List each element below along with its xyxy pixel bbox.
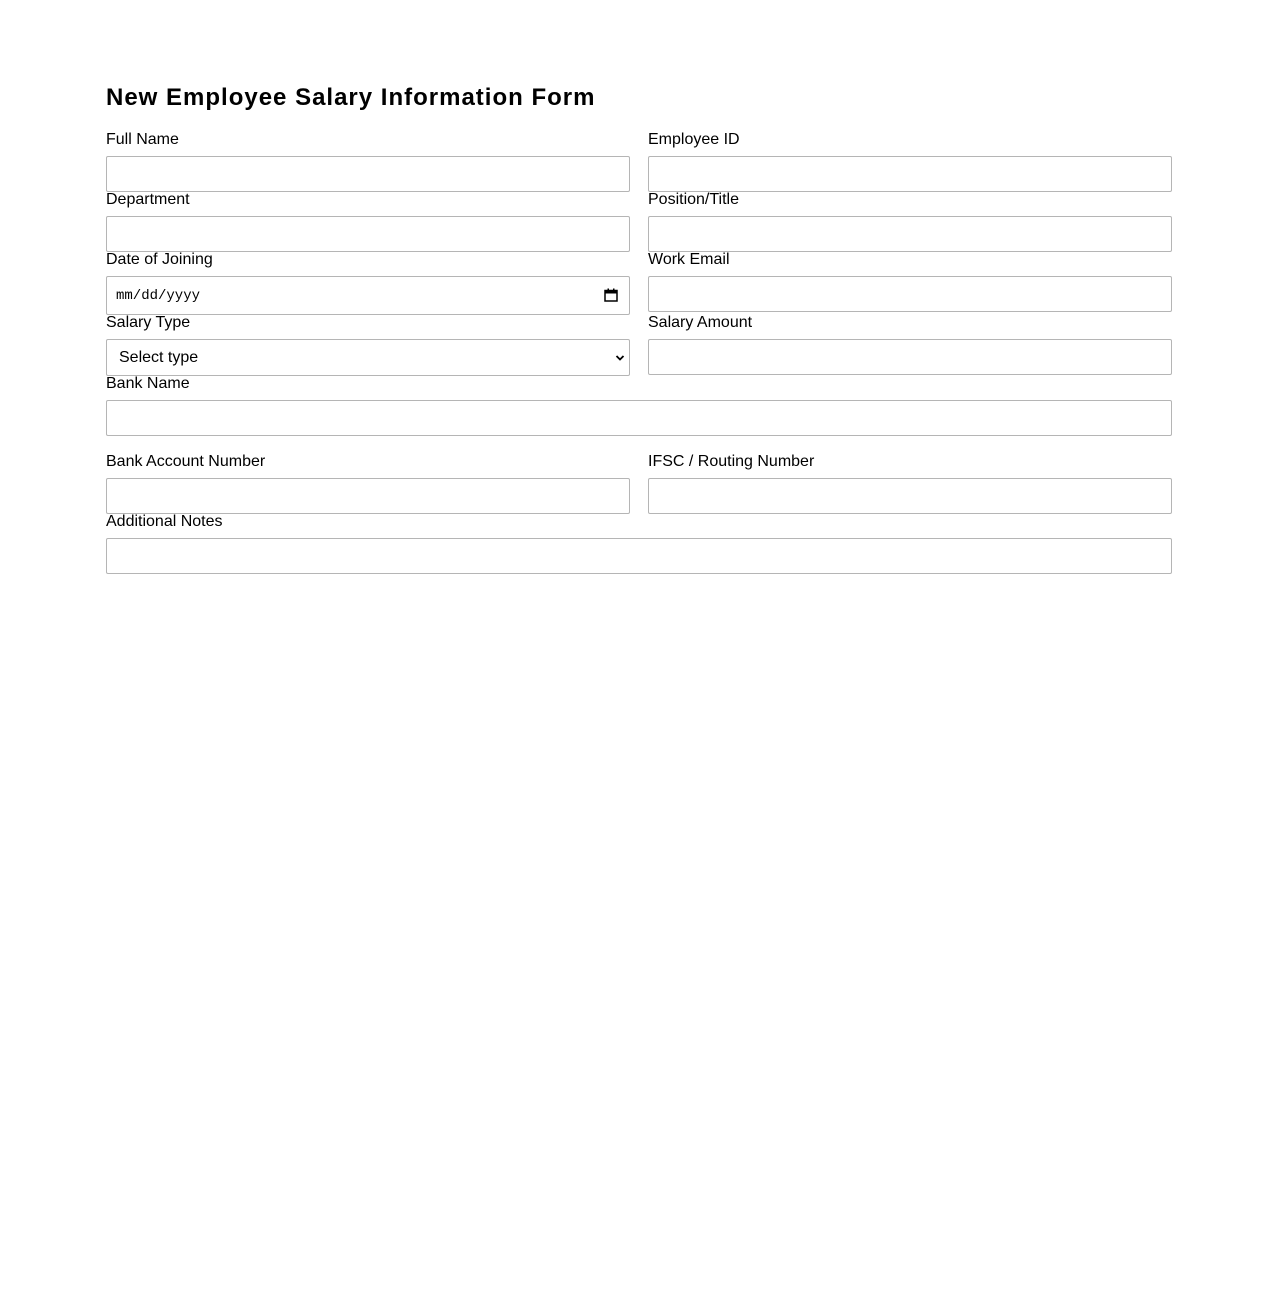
work-email-input[interactable]	[648, 276, 1172, 312]
date-of-joining-input[interactable]	[106, 276, 630, 315]
employee-id-input[interactable]	[648, 156, 1172, 192]
work-email-label: Work Email	[648, 251, 730, 268]
salary-amount-label: Salary Amount	[648, 314, 753, 331]
chevron-down-icon	[615, 353, 625, 363]
salary-type-select[interactable]	[106, 339, 630, 376]
position-title-label: Position/Title	[648, 191, 739, 208]
salary-type-selected-value: Select type	[119, 349, 199, 366]
date-placeholder: mm/dd/yyyy	[116, 288, 201, 304]
salary-type-label: Salary Type	[106, 314, 191, 331]
bank-name-label: Bank Name	[106, 375, 190, 392]
page-title: New Employee Salary Information Form	[106, 84, 596, 111]
department-label: Department	[106, 191, 190, 208]
full-name-input[interactable]	[106, 156, 630, 192]
full-name-label: Full Name	[106, 131, 179, 148]
department-input[interactable]	[106, 216, 630, 252]
salary-amount-input[interactable]	[648, 339, 1172, 375]
additional-notes-input[interactable]	[106, 538, 1172, 574]
date-of-joining-label: Date of Joining	[106, 251, 213, 268]
ifsc-routing-number-input[interactable]	[648, 478, 1172, 514]
bank-account-number-input[interactable]	[106, 478, 630, 514]
calendar-icon[interactable]	[604, 288, 618, 302]
position-title-input[interactable]	[648, 216, 1172, 252]
ifsc-routing-number-label: IFSC / Routing Number	[648, 453, 815, 470]
bank-account-number-label: Bank Account Number	[106, 453, 266, 470]
employee-id-label: Employee ID	[648, 131, 740, 148]
additional-notes-label: Additional Notes	[106, 513, 223, 530]
bank-name-input[interactable]	[106, 400, 1172, 436]
